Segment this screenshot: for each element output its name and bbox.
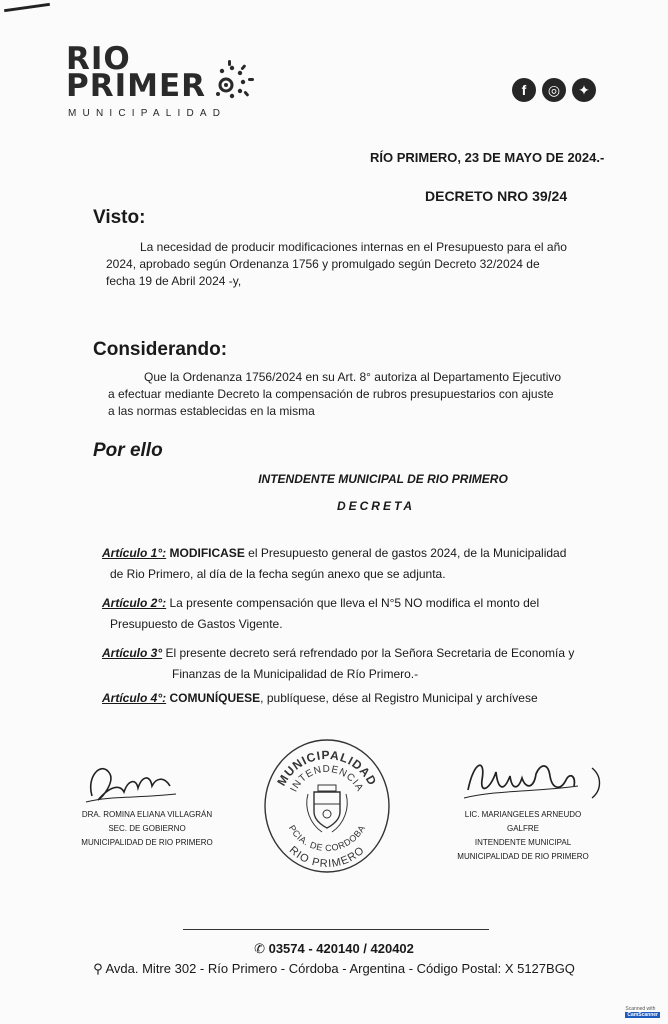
article-label: Artículo 2°:	[102, 596, 167, 610]
article-text: el Presupuesto general de gastos 2024, de la Municipalidad	[244, 546, 567, 560]
signer-title: INTENDENTE MUNICIPAL	[474, 838, 572, 847]
handwritten-signature-right	[456, 750, 616, 810]
instagram-icon[interactable]: ◎	[542, 78, 566, 102]
official-seal	[260, 728, 394, 878]
article-label: Artículo 4°:	[102, 691, 167, 705]
visto-line: 2024, aprobado según Ordenanza 1756 y promulgado según Decreto 32/2024 de	[106, 257, 540, 271]
seal-mid-text: INTENDENCIA	[288, 763, 366, 794]
place-and-date: RÍO PRIMERO, 23 DE MAYO DE 2024.-	[370, 150, 605, 165]
por-ello-heading: Por ello	[93, 440, 163, 461]
logo-line-primero: PRIMER	[66, 68, 207, 104]
intendente-title: INTENDENTE MUNICIPAL DE RIO PRIMERO	[258, 472, 508, 486]
considerando-line: Que la Ordenanza 1756/2024 en su Art. 8° autoriza al Departamento Ejecutivo	[144, 370, 562, 384]
location-pin-icon: ⚲	[93, 961, 106, 976]
article-continuation: Presupuesto de Gastos Vigente.	[110, 617, 283, 631]
scanner-brand: CamScanner	[627, 1012, 658, 1018]
article-text: La presente compensación que lleva el N°5 NO modifica el monto del	[166, 596, 540, 610]
considerando-paragraph	[108, 369, 578, 420]
scanner-watermark	[625, 1006, 660, 1018]
corner-pen-mark	[4, 3, 50, 12]
article-2	[102, 593, 612, 635]
visto-heading: Visto:	[93, 207, 146, 228]
article-continuation: de Rio Primero, al día de la fecha según anexo que se adjunta.	[110, 567, 446, 581]
article-continuation: Finanzas de la Municipalidad de Río Primero.-	[172, 667, 419, 681]
handwritten-signature-left	[80, 756, 190, 808]
twitter-icon[interactable]: ✦	[572, 78, 596, 102]
signer-name: DRA. ROMINA ELIANA VILLAGRÁN	[81, 810, 213, 819]
signer-title: SEC. DE GOBIERNO	[108, 824, 186, 833]
signature-block-left	[72, 808, 222, 850]
footer-phone	[0, 941, 668, 957]
considerando-heading: Considerando:	[93, 339, 228, 360]
phone-number: 03574 - 420140 / 420402	[268, 941, 414, 956]
article-4	[102, 688, 612, 709]
social-icons	[512, 78, 596, 102]
article-1	[102, 543, 612, 585]
signer-institution: MUNICIPALIDAD DE RIO PRIMERO	[457, 852, 589, 861]
footer-divider	[183, 929, 489, 930]
considerando-line: a efectuar mediante Decreto la compensación de rubros presupuestarios con ajuste	[108, 387, 554, 401]
decree-number: DECRETO NRO 39/24	[425, 188, 568, 204]
municipality-logo	[66, 41, 266, 126]
seal-bottom2-text: RIO PRIMERO	[286, 844, 368, 871]
logo-subtitle: MUNICIPALIDAD	[68, 108, 227, 119]
footer-address	[0, 961, 668, 977]
phone-icon: ✆	[254, 941, 269, 956]
facebook-icon[interactable]: f	[512, 78, 536, 102]
decreta-title: DECRETA	[336, 499, 416, 513]
coat-of-arms-icon	[307, 785, 347, 832]
address-text: Avda. Mitre 302 - Río Primero - Córdoba - Argentina - Código Postal: X 5127BGQ	[105, 961, 575, 976]
article-3	[102, 643, 612, 685]
signer-institution: MUNICIPALIDAD DE RIO PRIMERO	[81, 838, 213, 847]
visto-line: fecha 19 de Abril 2024 -y,	[106, 274, 242, 288]
scanner-caption: Scanned with	[625, 1006, 656, 1012]
visto-line: La necesidad de producir modificaciones internas en el Presupuesto para el año	[140, 240, 567, 254]
article-label: Artículo 1°:	[102, 546, 167, 560]
article-label: Artículo 3°	[102, 646, 163, 660]
article-text: El presente decreto será refrendado por la Señora Secretaria de Economía y	[162, 646, 575, 660]
seal-bottom-text: PCIA. DE CORDOBA	[286, 823, 368, 854]
article-keyword: COMUNÍQUESE	[169, 691, 261, 705]
signer-name: LIC. MARIANGELES ARNEUDO GALFRE	[464, 810, 582, 833]
signature-block-right	[448, 808, 598, 864]
seal-top-text: MUNICIPALIDAD	[274, 747, 380, 789]
article-keyword: MODIFICASE	[169, 546, 245, 560]
visto-paragraph	[106, 239, 582, 290]
article-text: , publíquese, dése al Registro Municipal y archívese	[260, 691, 538, 705]
considerando-line: a las normas establecidas en la misma	[108, 404, 315, 418]
sun-logo-icon	[212, 58, 256, 102]
logo-line-rio: RIO	[66, 41, 131, 77]
